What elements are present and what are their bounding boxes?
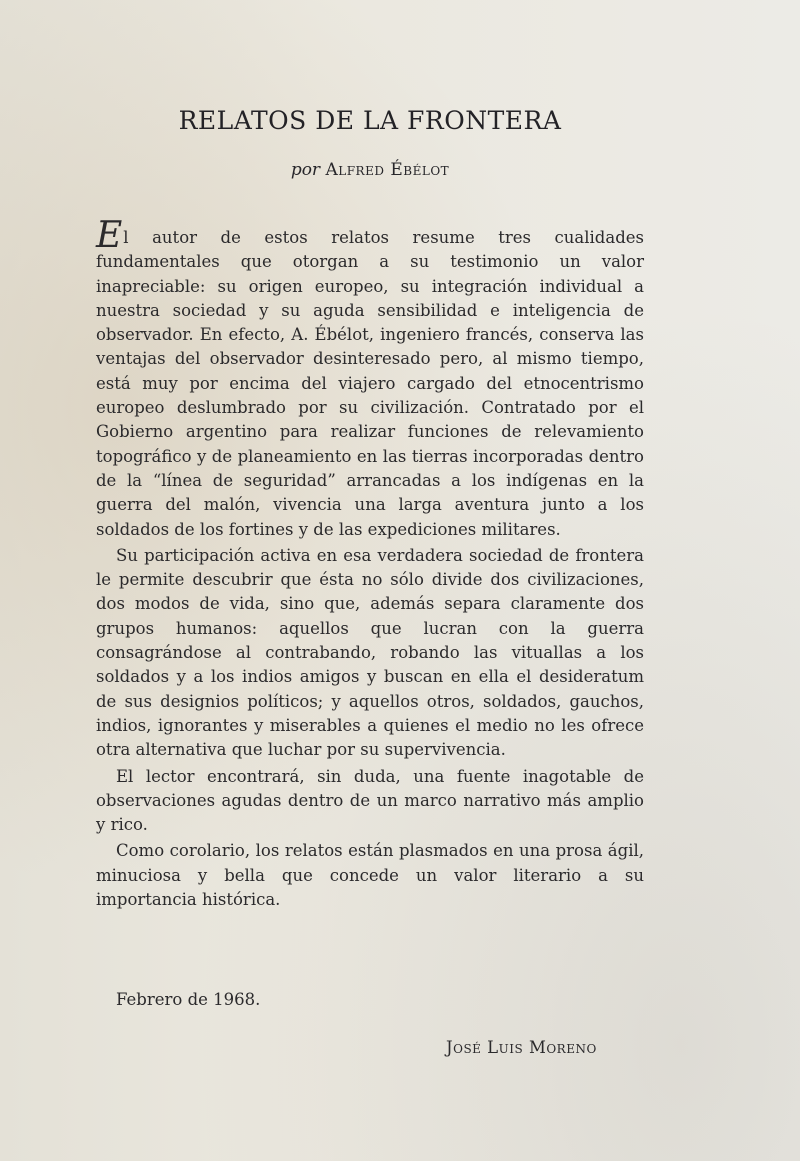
paragraph-2: Su participación activa en esa verdadera sociedad de frontera le permite descubrir que ésta no sólo divide dos civilizaciones, dos modos de vida, sino que, además separa claramente dos grupos humanos: aquellos que lucran con la guerra consagrándose al contrabando, robando las vituallas a los soldados y a los indios amigos y buscan en ella el desideratum de sus designios políticos; y aquellos otros, soldados, gauchos, indios, ignorantes y miserables a quienes el medio no les ofrece otra alternativa que luchar por su supervivencia. (96, 545, 644, 760)
paragraph-1 (96, 215, 644, 542)
byline-author: Alfred Ébélot (325, 160, 450, 180)
signature: José Luis Moreno (446, 1038, 597, 1057)
byline (0, 160, 740, 180)
byline-prefix: por (290, 160, 321, 180)
drop-cap: E (96, 215, 123, 256)
body-text (96, 215, 644, 914)
date-line: Febrero de 1968. (116, 990, 261, 1009)
page-title: RELATOS DE LA FRONTERA (178, 106, 562, 135)
paragraph-4: Como corolario, los relatos están plasmados en una prosa ágil, minuciosa y bella que concede un valor literario a su importancia histórica. (96, 841, 644, 910)
paragraph-3: El lector encontrará, sin duda, una fuente inagotable de observaciones agudas dentro de un marco narrativo más amplio y rico. (96, 766, 644, 835)
paragraph-1-text: l autor de estos relatos resume tres cualidades fundamentales que otorgan a su testimonio un valor inapreciable: su origen europeo, su integración individual a nuestra sociedad y su aguda sensibilidad e inteligencia de observador. En efecto, A. Ébélot, ingeniero francés, conserva las ventajas del observador desinteresado pero, al mismo tiempo, está muy por encima del viajero cargado del etnocentrismo europeo deslumbrado por su civilización. Contratado por el Gobierno argentino para realizar funciones de relevamiento topográfico y de planeamiento en las tierras incorporadas dentro de la “línea de seguridad” arrancadas a los indígenas en la guerra del malón, vivencia una larga aventura junto a los soldados de los fortines y de las expediciones militares. (96, 228, 644, 539)
